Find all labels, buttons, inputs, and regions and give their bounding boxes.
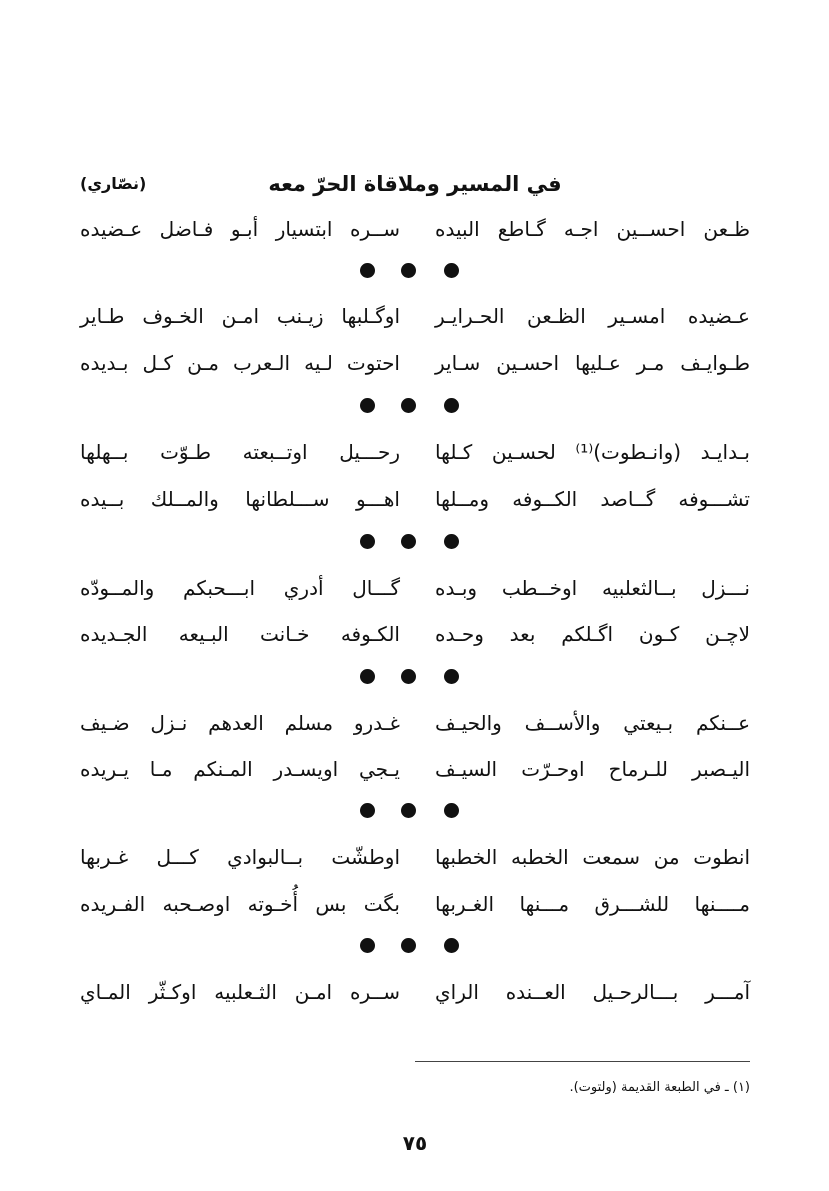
verse-line	[80, 569, 750, 607]
poem-genre: (نصّاري)	[80, 174, 147, 193]
separator-dot	[360, 398, 375, 413]
verse-line	[80, 433, 750, 471]
second-hemistich: يـجي اويسـدر المـنكم مـا يـريده	[80, 757, 400, 781]
verse-line	[80, 704, 750, 742]
first-hemistich: بـدايـد (وانـطوت)⁽¹⁾ لحسـين كـلها	[435, 440, 750, 464]
separator-dot	[444, 803, 459, 818]
verse-line	[80, 973, 750, 1011]
verse-line	[80, 750, 750, 788]
first-hemistich: لاچـن كـون اگـلكم بعد وحـده	[435, 622, 750, 646]
first-hemistich: ظـعن احســين اجـه گـاطع البيده	[435, 217, 750, 241]
stanza-separator	[360, 398, 470, 414]
stanza-separator	[360, 263, 470, 279]
stanza-separator	[360, 534, 470, 550]
poem-header	[80, 166, 750, 202]
verse-line	[80, 297, 750, 335]
first-hemistich: طـوايـف مـر عـليها احسـين سـاير	[435, 351, 750, 375]
separator-dot	[444, 534, 459, 549]
separator-dot	[444, 669, 459, 684]
separator-dot	[401, 669, 416, 684]
first-hemistich: آمـــر بـــالرحـيل العــنده الراي	[435, 980, 750, 1004]
poem-title: في المسير وملاقاة الحرّ معه	[268, 172, 562, 196]
footnote-divider	[415, 1061, 750, 1062]
first-hemistich: تشـــوفه گــاصد الكــوفه ومــلها	[435, 487, 750, 511]
second-hemistich: اوطشّت بــالبوادي كـــل غـربها	[80, 845, 400, 869]
separator-dot	[401, 398, 416, 413]
second-hemistich: گـــال أدري ابـــحبكم والمــودّه	[80, 576, 400, 600]
first-hemistich: عـضيده امسـير الظـعن الحـرايـر	[435, 304, 750, 328]
separator-dot	[401, 534, 416, 549]
separator-dot	[401, 803, 416, 818]
stanza-separator	[360, 803, 470, 819]
separator-dot	[444, 938, 459, 953]
first-hemistich: اليـصبر للـرماح اوحـرّت السيـف	[435, 757, 750, 781]
separator-dot	[444, 263, 459, 278]
separator-dot	[444, 398, 459, 413]
verse-line	[80, 210, 750, 248]
verse-line	[80, 885, 750, 923]
stanza-separator	[360, 938, 470, 954]
separator-dot	[401, 938, 416, 953]
footnote: (١) ـ في الطبعة القديمة (ولتوت).	[569, 1080, 750, 1095]
first-hemistich: انطوت من سمعت الخطبه الخطبها	[435, 845, 750, 869]
separator-dot	[360, 534, 375, 549]
second-hemistich: الكـوفه خـانت البـيعه الجـديده	[80, 622, 400, 646]
separator-dot	[401, 263, 416, 278]
page-number: ٧٥	[402, 1131, 428, 1155]
verse-line	[80, 344, 750, 382]
second-hemistich: بگت بس أُخـوته اوصـحبه الفـريده	[80, 892, 400, 916]
second-hemistich: غـدرو مسلم العدهم نـزل ضـيف	[80, 711, 400, 735]
verse-line	[80, 480, 750, 518]
second-hemistich: اهـــو ســـلطانها والمــلك بــيده	[80, 487, 400, 511]
first-hemistich: نـــزل بــالثعلبيه اوخــطب وبـده	[435, 576, 750, 600]
second-hemistich: رحـــيل اوتــبعته طـوّت بــهلها	[80, 440, 400, 464]
separator-dot	[360, 938, 375, 953]
separator-dot	[360, 803, 375, 818]
second-hemistich: ســره امـن الثـعلبيه اوكـثّر المـاي	[80, 980, 400, 1004]
second-hemistich: اوگـلبها زيـنب امـن الخـوف طـاير	[80, 304, 400, 328]
first-hemistich: عــنكم بـيعتي والأســف والحيـف	[435, 711, 750, 735]
verse-line	[80, 615, 750, 653]
second-hemistich: ســره ابتسيار أبـو فـاضل عـضيده	[80, 217, 400, 241]
second-hemistich: احتوت لـيه الـعرب مـن كـل بـديده	[80, 351, 400, 375]
separator-dot	[360, 263, 375, 278]
first-hemistich: مــــنها للشـــرق مـــنها الغـربها	[435, 892, 750, 916]
stanza-separator	[360, 669, 470, 685]
separator-dot	[360, 669, 375, 684]
verse-line	[80, 838, 750, 876]
